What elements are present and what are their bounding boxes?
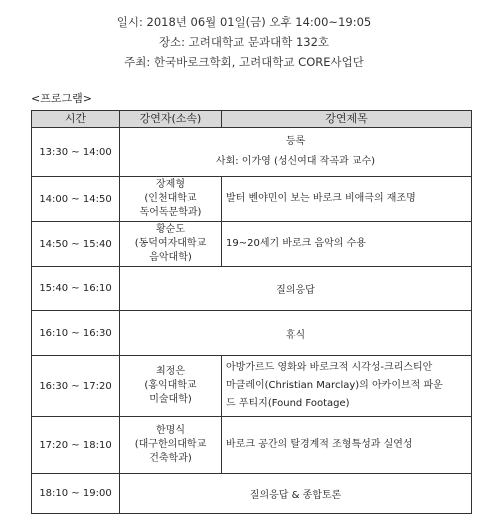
row-time: 17:20 ~ 18:10	[32, 417, 120, 474]
row-speaker	[120, 417, 222, 474]
moderator-label: 사회: 이가영 (성신여대 작곡과 교수)	[215, 156, 376, 167]
speaker-affiliation: (홍익대학교	[144, 380, 197, 391]
table-row	[32, 474, 472, 514]
title-line: 아방가르드 영화와 바로크적 시각성-크리스티안	[226, 362, 433, 373]
event-date: 일시: 2018년 06월 01일(금) 오후 14:00~19:05	[116, 15, 372, 29]
row-time: 14:50 ~ 15:40	[32, 222, 120, 267]
row-merged-content: 휴식	[120, 311, 472, 356]
event-venue: 장소: 고려대학교 문과대학 132호	[158, 35, 330, 49]
table-row	[32, 222, 472, 267]
title-line: 드 푸티지(Found Footage)	[226, 398, 350, 409]
row-time: 15:40 ~ 16:10	[32, 267, 120, 311]
speaker-affiliation: (인천대학교	[144, 193, 197, 204]
table-row	[32, 417, 472, 474]
speaker-affiliation: 미술대학)	[149, 394, 192, 405]
speaker-affiliation: 독어독문학과)	[139, 207, 202, 218]
program-section-label: <프로그램>	[31, 92, 92, 105]
row-merged-content: 질의응답	[120, 267, 472, 311]
header-speaker: 강연자(소속)	[120, 111, 222, 128]
row-time: 18:10 ~ 19:00	[32, 474, 120, 514]
header-title: 강연제목	[222, 111, 472, 128]
row-time: 16:10 ~ 16:30	[32, 311, 120, 356]
table-row	[32, 128, 472, 177]
row-speaker	[120, 222, 222, 267]
header-time: 시간	[32, 111, 120, 128]
speaker-affiliation: 건축학과)	[149, 453, 192, 464]
speaker-affiliation: (대구한의대학교	[134, 439, 207, 450]
row-speaker	[120, 356, 222, 417]
title-line: 마클레이(Christian Marclay)의 아카이브적 파운	[226, 380, 443, 391]
row-title: 바로크 공간의 탈경계적 조형특성과 실연성	[222, 417, 472, 474]
speaker-name: 장제형	[156, 179, 185, 190]
table-row	[32, 311, 472, 356]
row-time: 16:30 ~ 17:20	[32, 356, 120, 417]
table-header-row	[32, 111, 472, 128]
table-row	[32, 356, 472, 417]
row-merged-content: 질의응답 & 종합토론	[120, 474, 472, 514]
speaker-name: 한명식	[156, 425, 185, 436]
speaker-affiliation: 음악대학)	[149, 252, 192, 263]
row-merged-content	[120, 128, 472, 177]
table-row	[32, 177, 472, 222]
event-host: 주최: 한국바로크학회, 고려대학교 CORE사업단	[124, 55, 364, 69]
row-title: 발터 벤야민이 보는 바로크 비애극의 재조명	[222, 177, 472, 222]
program-table	[31, 110, 472, 514]
row-title	[222, 356, 472, 417]
speaker-affiliation: (동덕여자대학교	[134, 238, 207, 249]
row-time: 13:30 ~ 14:00	[32, 128, 120, 177]
registration-label: 등록	[285, 136, 306, 147]
row-time: 14:00 ~ 14:50	[32, 177, 120, 222]
row-title: 19~20세기 바로크 음악의 수용	[222, 222, 472, 267]
speaker-name: 최정은	[156, 366, 185, 377]
speaker-name: 황순도	[156, 224, 185, 235]
table-row	[32, 267, 472, 311]
row-speaker	[120, 177, 222, 222]
